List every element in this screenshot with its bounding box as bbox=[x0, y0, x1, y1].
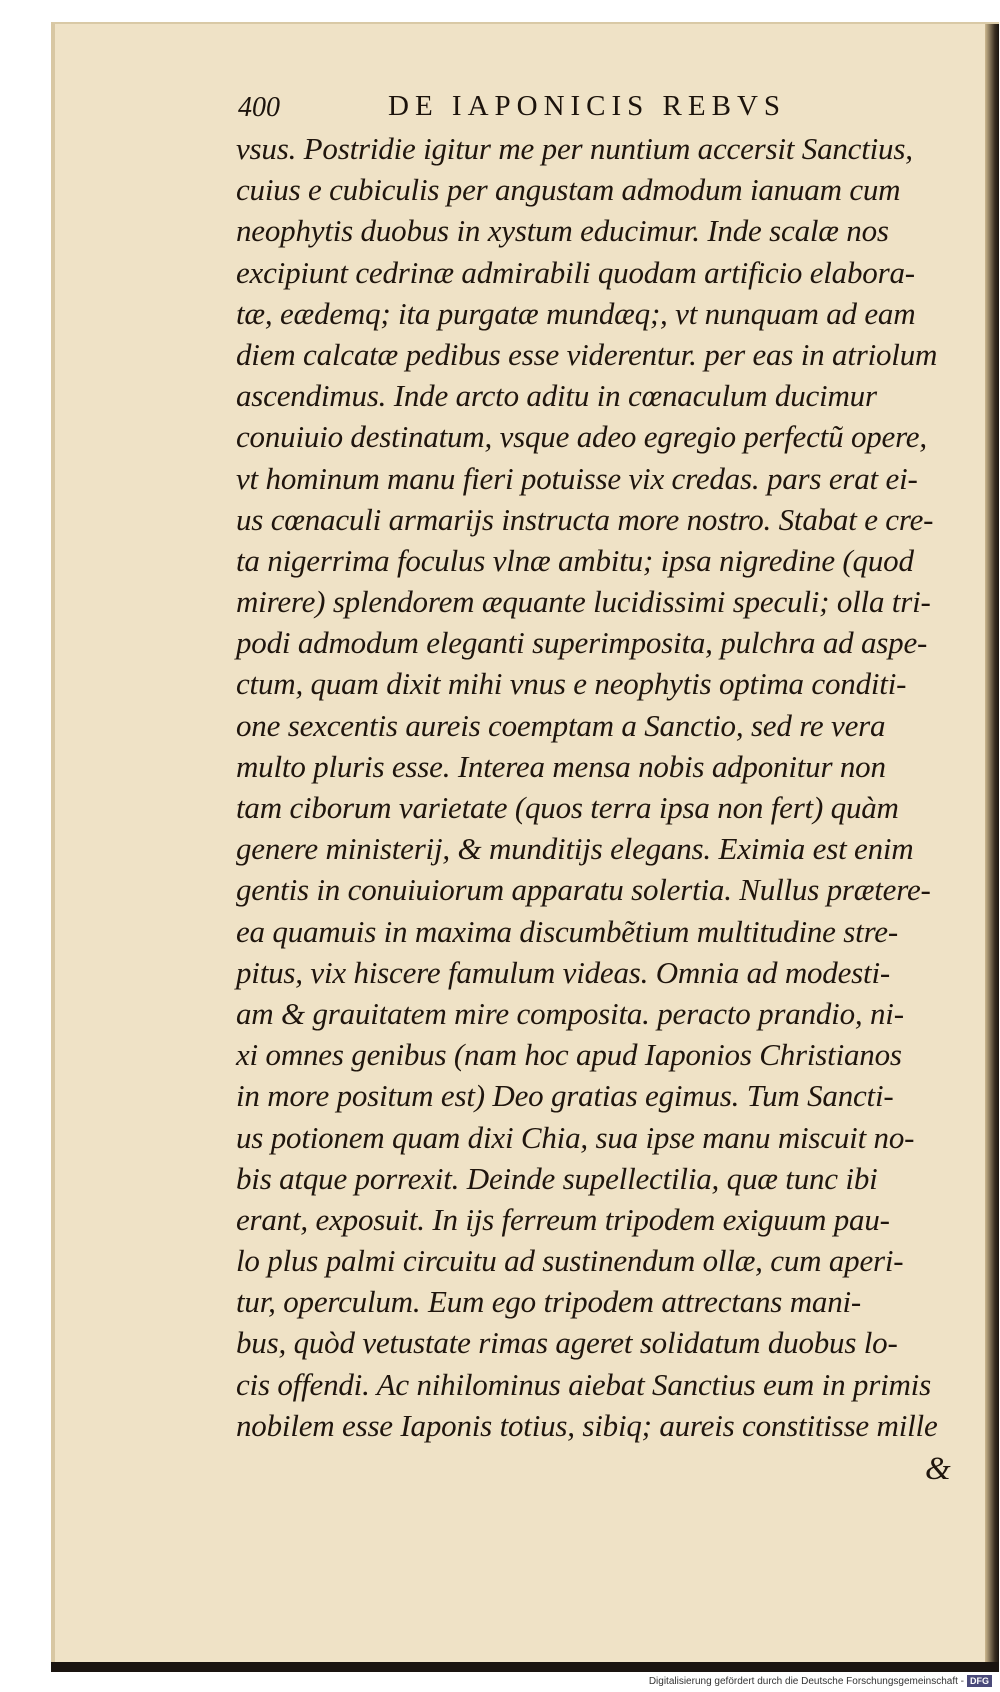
text-line: bus, quòd vetustate rimas ageret solidatum duobus lo- bbox=[236, 1325, 898, 1361]
text-line: am & grauitatem mire composita. peracto prandio, ni- bbox=[236, 995, 904, 1031]
text-line: podi admodum eleganti superimposita, pulchra ad aspe- bbox=[236, 625, 928, 661]
text-line: ea quamuis in maxima discumbẽtium multitudine stre- bbox=[236, 913, 898, 949]
text-line: erant, exposuit. In ijs ferreum tripodem exiguum pau- bbox=[236, 1201, 890, 1237]
running-head: DE IAPONICIS REBVS bbox=[388, 90, 787, 122]
page-header bbox=[238, 90, 938, 130]
text-line: neophytis duobus in xystum educimur. Inde scalæ nos bbox=[236, 213, 889, 249]
text-line: gentis in conuiuiorum apparatu solertia. Nullus prætere- bbox=[236, 872, 931, 908]
dfg-logo: DFG bbox=[967, 1675, 992, 1687]
footer-credit: Digitalisierung gefördert durch die Deutsche Forschungsgemeinschaft - bbox=[648, 1675, 964, 1687]
text-line: genere ministerij, & munditijs elegans. Eximia est enim bbox=[236, 831, 914, 867]
text-line: ascendimus. Inde arcto aditu in cœnaculum ducimur bbox=[236, 378, 877, 414]
text-line: tam ciborum varietate (quos terra ipsa non fert) quàm bbox=[236, 790, 899, 825]
body-text bbox=[236, 128, 956, 1446]
text-line: conuiuio destinatum, vsque adeo egregio perfectũ opere, bbox=[236, 419, 927, 455]
text-line: diem calcatæ pedibus esse viderentur. per eas in atriolum bbox=[236, 336, 938, 372]
page-number: 400 bbox=[238, 92, 280, 123]
text-line: cis offendi. Ac nihilominus aiebat Sanctius eum in primis bbox=[236, 1366, 931, 1402]
text-line: vsus. Postridie igitur me per nuntium accersit Sanctius, bbox=[236, 131, 913, 166]
text-line: ctum, quam dixit mihi vnus e neophytis optima conditi- bbox=[236, 666, 907, 702]
text-line: nobilem esse Iaponis totius, sibiq; aureis constitisse mille bbox=[236, 1407, 938, 1443]
text-line: multo pluris esse. Interea mensa nobis adponitur non bbox=[236, 748, 886, 784]
text-line: in more positum est) Deo gratias egimus. Tum Sancti- bbox=[236, 1078, 894, 1114]
text-line: lo plus palmi circuitu ad sustinendum ollæ, cum aperi- bbox=[236, 1243, 904, 1279]
text-line: us cœnaculi armarijs instructa more nostro. Stabat e cre- bbox=[236, 501, 934, 537]
catchword: & bbox=[925, 1451, 951, 1487]
text-line: bis atque porrexit. Deinde supellectilia, quæ tunc ibi bbox=[236, 1160, 878, 1196]
text-line: vt hominum manu fieri potuisse vix credas. pars erat ei- bbox=[236, 460, 918, 496]
text-line: tur, operculum. Eum ego tripodem attrectans mani- bbox=[236, 1284, 862, 1320]
text-line: one sexcentis aureis coemptam a Sanctio, sed re vera bbox=[236, 707, 886, 743]
text-line: mirere) splendorem æquante lucidissimi speculi; olla tri- bbox=[236, 584, 931, 620]
text-line: pitus, vix hiscere famulum videas. Omnia ad modesti- bbox=[236, 954, 890, 990]
text-line: ta nigerrima foculus vlnæ ambitu; ipsa nigredine (quod bbox=[236, 542, 914, 578]
bottom-edge-shadow bbox=[51, 1662, 999, 1672]
text-line: cuius e cubiculis per angustam admodum ianuam cum bbox=[236, 172, 901, 208]
page-edge-shadow bbox=[985, 24, 999, 1662]
text-line: xi omnes genibus (nam hoc apud Iaponios Christianos bbox=[236, 1037, 902, 1073]
text-line: excipiunt cedrinæ admirabili quodam artificio elabora- bbox=[236, 254, 915, 290]
text-line: tæ, eædemq; ita purgatæ mundæq;, vt nunquam ad eam bbox=[236, 295, 916, 331]
text-line: us potionem quam dixi Chia, sua ipse manu miscuit no- bbox=[236, 1119, 915, 1155]
digitization-footer bbox=[649, 1674, 992, 1688]
